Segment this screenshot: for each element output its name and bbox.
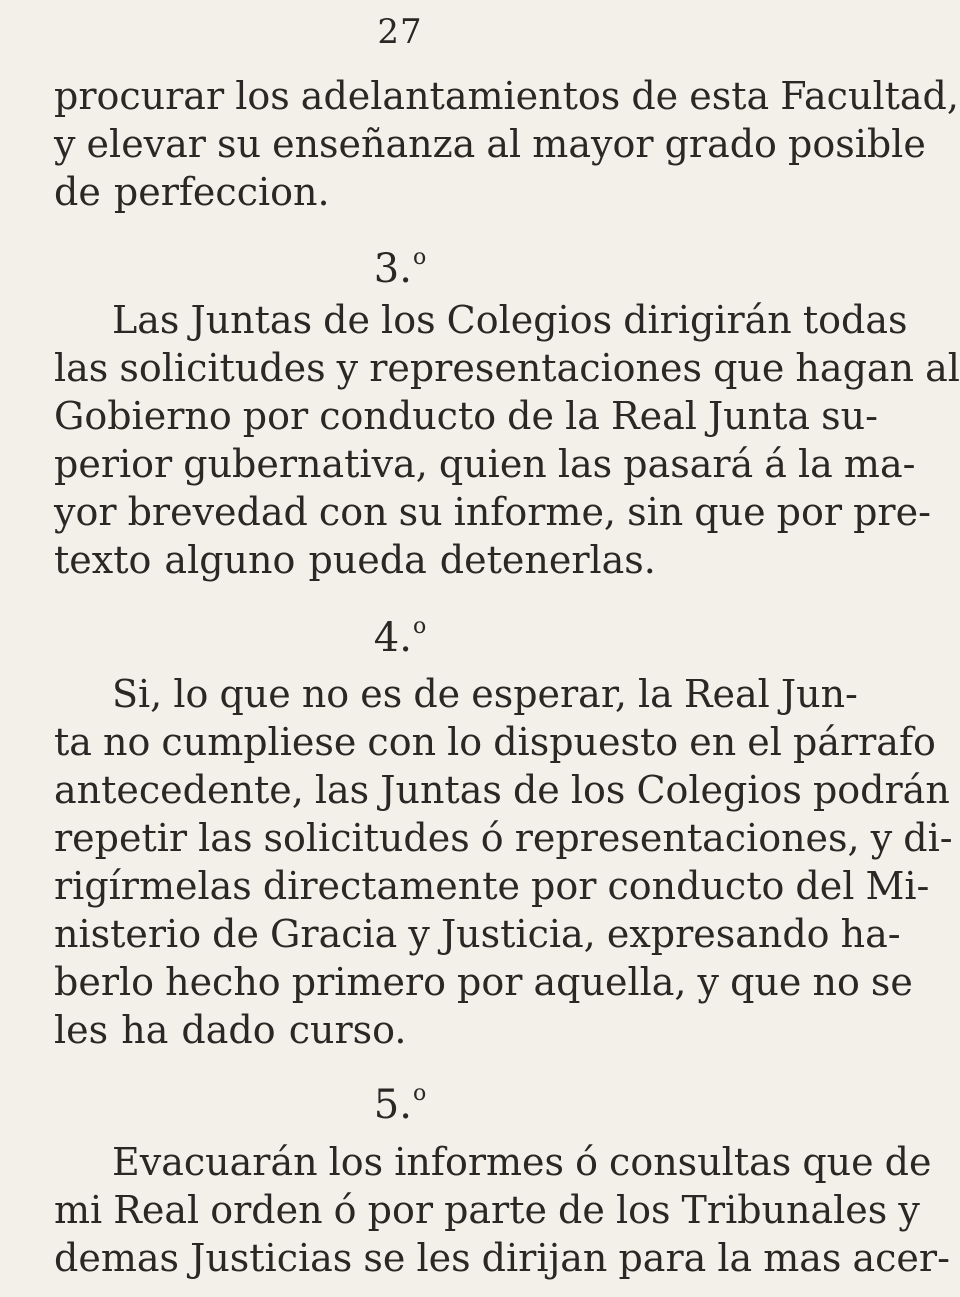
ordinal-mark: o xyxy=(412,614,427,639)
text-line: ta no cumpliese con lo dispuesto en el párrafo xyxy=(54,720,936,764)
section-number-4 xyxy=(0,603,800,662)
ordinal-mark: o xyxy=(412,245,427,270)
text-line: antecedente, las Juntas de los Colegios podrán xyxy=(54,768,950,812)
text-line: nisterio de Gracia y Justicia, expresando ha- xyxy=(54,912,901,956)
ordinal-mark: o xyxy=(412,1081,427,1106)
text-line: demas Justicias se les dirijan para la mas acer- xyxy=(54,1236,950,1280)
text-line: de perfeccion. xyxy=(54,170,330,214)
section-number-3 xyxy=(0,234,800,293)
text-line: y elevar su enseñanza al mayor grado posible xyxy=(54,122,926,166)
section-number-text: 3. xyxy=(373,246,412,292)
text-line: mi Real orden ó por parte de los Tribunales y xyxy=(54,1188,920,1232)
text-line: Si, lo que no es de esperar, la Real Jun- xyxy=(112,672,858,716)
text-line: yor brevedad con su informe, sin que por pre- xyxy=(54,490,931,534)
section-number-text: 5. xyxy=(373,1082,412,1128)
text-line: Las Juntas de los Colegios dirigirán todas xyxy=(112,298,908,342)
text-line: perior gubernativa, quien las pasará á la ma- xyxy=(54,442,916,486)
text-line: repetir las solicitudes ó representaciones, y di- xyxy=(54,816,953,860)
section-number-text: 4. xyxy=(373,615,412,661)
text-line: Gobierno por conducto de la Real Junta su- xyxy=(54,394,878,438)
text-line: Evacuarán los informes ó consultas que de xyxy=(112,1140,932,1184)
text-line: texto alguno pueda detenerlas. xyxy=(54,538,656,582)
text-line: les ha dado curso. xyxy=(54,1008,407,1052)
text-line: berlo hecho primero por aquella, y que no se xyxy=(54,960,913,1004)
text-line: rigírmelas directamente por conducto del Mi- xyxy=(54,864,930,908)
text-line: procurar los adelantamientos de esta Facultad, xyxy=(54,74,959,118)
text-line: las solicitudes y representaciones que hagan al xyxy=(54,346,960,390)
page-number: 27 xyxy=(377,12,423,52)
section-number-5 xyxy=(0,1070,800,1129)
